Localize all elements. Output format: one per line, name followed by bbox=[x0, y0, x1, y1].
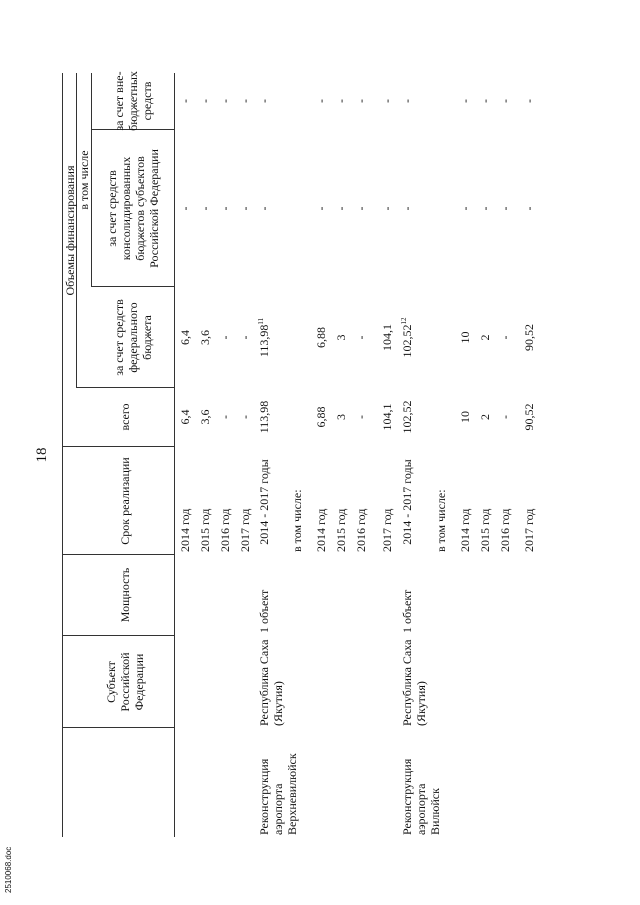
header-including: в том числе bbox=[77, 150, 91, 210]
extrabudget-cell: - bbox=[380, 99, 394, 103]
project-name: Реконструкция аэропорта Верхневилюйск bbox=[257, 753, 299, 835]
header-financing: Объемы финансирования bbox=[62, 165, 77, 296]
term-cell: 2014 год bbox=[314, 508, 328, 552]
consolidated-cell: - bbox=[178, 206, 192, 211]
federal-total-value: 102,52 bbox=[400, 324, 414, 358]
extrabudget-cell: - bbox=[218, 99, 232, 103]
extrabudget-cell: - bbox=[458, 99, 472, 103]
extrabudget-cell: - bbox=[198, 99, 212, 103]
footnote-ref: 11 bbox=[257, 317, 265, 325]
consolidated-cell: - bbox=[478, 206, 492, 211]
term-cell: 2015 год bbox=[478, 508, 492, 552]
col-divider-total bbox=[62, 446, 174, 447]
extrabudget-cell: - bbox=[478, 99, 492, 103]
consolidated-cell: - bbox=[314, 206, 328, 211]
col-divider-federal bbox=[76, 387, 174, 388]
federal-total-cell bbox=[257, 289, 271, 386]
consolidated-cell: - bbox=[498, 206, 512, 211]
term-cell: 2017 год bbox=[522, 508, 536, 552]
col-divider-term bbox=[62, 554, 174, 555]
extrabudget-cell: - bbox=[354, 99, 368, 103]
consolidated-cell: - bbox=[522, 206, 536, 211]
total-cell: 3 bbox=[334, 414, 348, 420]
total-cell: 6,4 bbox=[178, 409, 192, 425]
extrabudget-cell: - bbox=[522, 99, 536, 103]
federal-cell: - bbox=[218, 335, 232, 340]
total-cell: 10 bbox=[458, 411, 472, 423]
project-subject: Республика Саха (Якутия) bbox=[257, 639, 285, 726]
consolidated-cell: - bbox=[218, 206, 232, 211]
consolidated-cell: - bbox=[238, 206, 252, 211]
total-cell: 2 bbox=[478, 414, 492, 420]
extrabudget-cell: - bbox=[257, 99, 271, 103]
col-divider-capacity bbox=[62, 635, 174, 636]
term-cell: 2015 год bbox=[198, 508, 212, 552]
project-capacity: 1 объект bbox=[257, 589, 271, 633]
total-cell: 102,52 bbox=[400, 400, 414, 434]
col-divider-subject bbox=[62, 727, 174, 728]
footnote-ref: 12 bbox=[400, 317, 408, 325]
extrabudget-cell: - bbox=[334, 99, 348, 103]
total-cell: 3,6 bbox=[198, 409, 212, 425]
total-cell: - bbox=[238, 415, 252, 419]
extrabudget-cell: - bbox=[400, 99, 414, 103]
term-cell: 2014 - 2017 годы bbox=[257, 459, 271, 545]
federal-total-cell bbox=[400, 289, 414, 386]
term-cell: 2016 год bbox=[498, 508, 512, 552]
project-capacity: 1 объект bbox=[400, 589, 414, 633]
federal-total-value: 113,98 bbox=[257, 324, 271, 358]
col-divider-consolidated bbox=[91, 286, 174, 287]
term-cell: 2017 год bbox=[238, 508, 252, 552]
term-cell: 2015 год bbox=[334, 508, 348, 552]
federal-cell: 3 bbox=[334, 334, 348, 341]
header-consolidated: за счет средств консолидированных бюджетов субъектов Российской Федерации bbox=[105, 149, 161, 268]
federal-cell: 90,52 bbox=[522, 324, 536, 351]
header-subject: Субъект Российской Федерации bbox=[104, 652, 146, 712]
consolidated-cell: - bbox=[400, 206, 414, 211]
header-federal: за счет средств федерального бюджета bbox=[112, 299, 154, 376]
extrabudget-cell: - bbox=[314, 99, 328, 103]
project-subject: Республика Саха (Якутия) bbox=[400, 639, 428, 726]
total-cell: - bbox=[498, 415, 512, 419]
total-cell: - bbox=[218, 415, 232, 419]
federal-cell: 6,4 bbox=[178, 330, 192, 345]
header-term: Срок реализации bbox=[118, 457, 132, 545]
term-cell: 2014 год bbox=[458, 508, 472, 552]
federal-cell: 6,88 bbox=[314, 327, 328, 348]
header-total: всего bbox=[118, 403, 132, 431]
project-name: Реконструкция аэропорта Вилюйск bbox=[400, 758, 442, 835]
header-bottom-rule bbox=[174, 73, 175, 837]
including-label: в том числе: bbox=[434, 489, 448, 552]
total-cell: 6,88 bbox=[314, 406, 328, 428]
term-cell: 2016 год bbox=[218, 508, 232, 552]
total-cell: 90,52 bbox=[522, 403, 536, 431]
consolidated-cell: - bbox=[257, 206, 271, 211]
consolidated-cell: - bbox=[334, 206, 348, 211]
federal-cell: - bbox=[498, 335, 512, 340]
term-cell: 2014 - 2017 годы bbox=[400, 459, 414, 545]
federal-cell: 3,6 bbox=[198, 330, 212, 345]
consolidated-cell: - bbox=[458, 206, 472, 211]
extrabudget-cell: - bbox=[238, 99, 252, 103]
federal-cell: 104,1 bbox=[380, 324, 394, 351]
term-cell: 2014 год bbox=[178, 508, 192, 552]
total-cell: - bbox=[354, 415, 368, 419]
total-cell: 113,98 bbox=[257, 400, 271, 434]
federal-cell: 10 bbox=[458, 331, 472, 344]
including-label: в том числе: bbox=[290, 489, 304, 552]
footer-filename: 2510068.doc bbox=[4, 846, 13, 893]
consolidated-cell: - bbox=[198, 206, 212, 211]
consolidated-cell: - bbox=[354, 206, 368, 211]
term-cell: 2017 год bbox=[380, 508, 394, 552]
federal-cell: - bbox=[238, 335, 252, 340]
page-number: 18 bbox=[34, 447, 50, 463]
term-cell: 2016 год bbox=[354, 508, 368, 552]
header-capacity: Мощность bbox=[118, 567, 132, 623]
including-rule bbox=[91, 73, 92, 287]
federal-cell: - bbox=[354, 335, 368, 340]
federal-cell: 2 bbox=[478, 334, 492, 341]
extrabudget-cell: - bbox=[178, 99, 192, 103]
consolidated-cell: - bbox=[380, 206, 394, 211]
extrabudget-cell: - bbox=[498, 99, 512, 103]
total-cell: 104,1 bbox=[380, 403, 394, 431]
header-extrabudget: за счет вне-бюджетных средств bbox=[112, 71, 154, 131]
